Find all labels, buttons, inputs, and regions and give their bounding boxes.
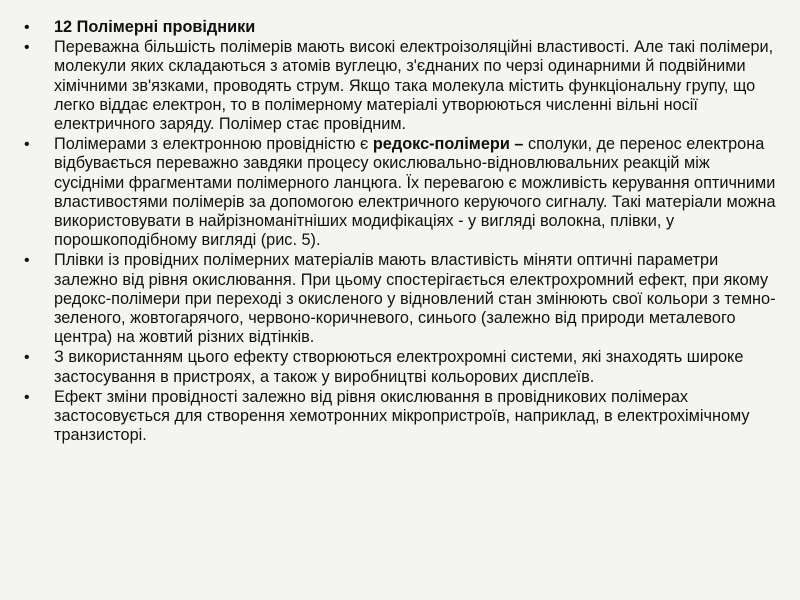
- bullet-dot-icon: •: [24, 136, 30, 154]
- bullet-text: Ефект зміни провідності залежно від рівня окислювання в провідникових полімерах застосовується для створення хемотронних мікропристроїв, наприклад, в електрохімічному транзисторі.: [54, 387, 750, 445]
- bullet-item: [20, 348, 780, 386]
- bullet-item: [20, 135, 780, 250]
- bullet-text: Переважна більшість полімерів мають високі електроізоляційні властивості. Але такі полімери, молекули яких складаються з атомів вуглецю, з'єднаних по черзі одинарними й подвійними хімічними зв'язками, проводять струм. Якщо така молекула містить функціональну групу, що легко віддає електрон, то в полімерному матеріалі утворюються численні вільні носії електричного заряду. Полімер стає провідним.: [54, 38, 774, 134]
- bullet-heading: [20, 18, 780, 37]
- bullet-item: [20, 251, 780, 347]
- bullet-dot-icon: •: [24, 39, 30, 57]
- section-title: 12 Полімерні провідники: [54, 18, 256, 36]
- bullet-dot-icon: •: [24, 388, 30, 406]
- bullet-text-after: сполуки, де перенос електрона відбувається переважно завдяки процесу окислювально-відновлювальних реакцій між сусідніми фрагментами полімерного ланцюга. Їх перевагою є можливість керування оптичними властивостями полімерів за допомогою електричного керуючого сигналу. Такі матеріали можна використовувати в найрізноманітніших модифікаціях - у вигляді волокна, плівки, у порошкоподібному вигляді (рис. 5).: [54, 135, 776, 250]
- bullet-term-bold: редокс-полімери –: [372, 135, 524, 154]
- bullet-text: Плівки із провідних полімерних матеріалів мають властивість міняти оптичні параметри залежно від рівня окислювання. При цьому спостерігається електрохромний ефект, при якому редокс-полімери при переході з окисленого у відновлений стан змінюють свої кольори з темно-зеленого, жовтогарячого, червоно-коричневого, синього (залежно від природи металевого центра) на жовтий різних відтінків.: [54, 251, 776, 347]
- bullet-dot-icon: •: [24, 252, 30, 270]
- bullet-text-before: Полімерами з електронною провідністю є: [54, 135, 373, 154]
- bullet-dot-icon: •: [24, 349, 30, 367]
- bullet-text: З використанням цього ефекту створюються електрохромні системи, які знаходять широке застосування в пристроях, а також у виробництві кольорових дисплеїв.: [54, 348, 744, 386]
- bullet-list: [20, 18, 780, 446]
- bullet-item: [20, 38, 780, 134]
- bullet-item: [20, 388, 780, 446]
- bullet-dot-icon: •: [24, 19, 30, 36]
